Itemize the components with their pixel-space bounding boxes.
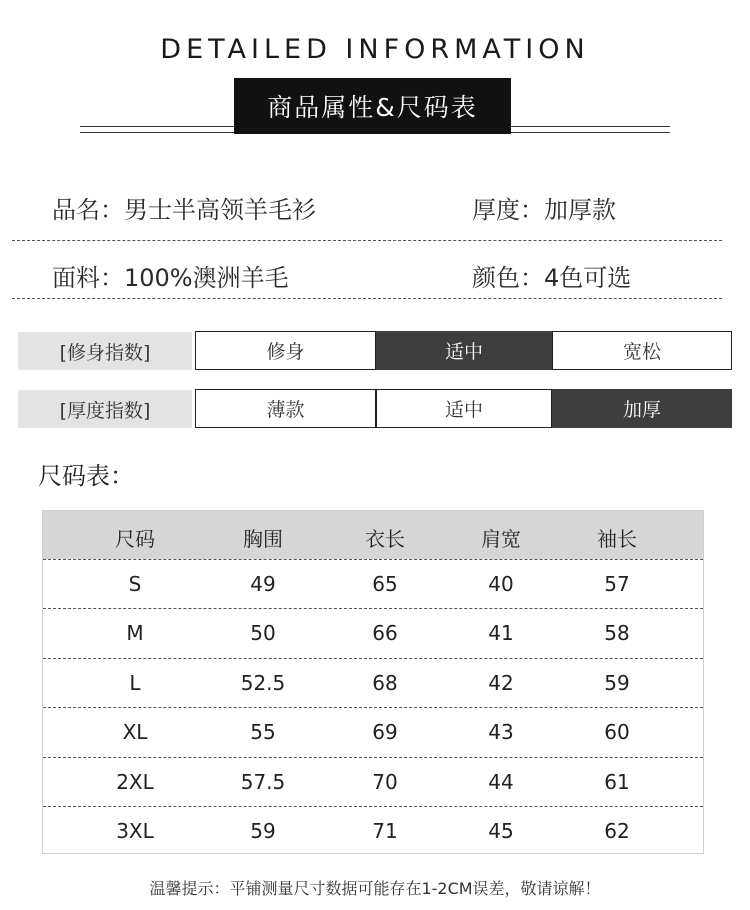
info-divider-2 [12,298,722,299]
table-cell: 57 [604,572,630,596]
table-cell: L [129,670,141,695]
size-table-column-header: 衣长 [365,527,405,551]
table-cell: 66 [372,621,398,646]
size-table-column-header: 袖长 [597,527,637,551]
fit-option-slim: 修身 [195,331,376,370]
table-cell: S [128,572,142,596]
size-table-header [43,511,703,559]
table-cell: 62 [604,819,630,843]
table-cell: 43 [488,720,514,745]
table-cell: 70 [372,769,398,794]
size-table-column-header: 尺码 [115,527,155,551]
table-cell: 3XL [116,819,154,843]
table-cell: 49 [250,572,276,596]
table-cell: 65 [372,572,398,596]
product-material: 面料：100%澳洲羊毛 [52,264,289,292]
table-row-divider [43,608,703,609]
table-row-divider [43,757,703,758]
info-divider-1 [12,240,722,241]
thickness-option-thin: 薄款 [195,389,376,428]
table-cell: 59 [250,819,276,843]
thickness-index-label: [厚度指数] [18,390,192,428]
table-row-divider [43,806,703,807]
table-cell: 61 [604,769,630,794]
table-cell: XL [122,720,148,745]
table-cell: 44 [488,769,514,794]
table-cell: 40 [488,572,514,596]
table-row-divider [43,658,703,659]
table-row-divider [43,707,703,708]
size-table-column-header: 胸围 [243,527,283,551]
size-table-column-header: 肩宽 [481,527,521,551]
table-cell: 59 [604,670,630,695]
thickness-option-thick: 加厚 [552,389,732,428]
product-color: 颜色：4色可选 [472,264,632,292]
footer-note: 温馨提示：平铺测量尺寸数据可能存在1-2CM误差，敬请谅解！ [149,879,601,898]
size-table-heading: 尺码表： [38,462,134,490]
table-cell: 2XL [116,769,154,794]
fit-option-loose: 宽松 [552,331,732,370]
fit-option-regular: 适中 [376,331,552,370]
table-cell: 52.5 [240,670,286,695]
thickness-option-medium: 适中 [376,389,552,428]
table-cell: 55 [250,720,276,745]
table-cell: 58 [604,621,630,646]
size-table [42,510,704,854]
table-row-divider [43,559,703,560]
page-title-en: DETAILED INFORMATION [160,34,590,65]
table-cell: 57.5 [240,769,286,794]
table-cell: 69 [372,720,398,745]
table-cell: 71 [372,819,398,843]
product-thickness: 厚度：加厚款 [472,196,616,224]
table-cell: 50 [250,621,276,646]
table-cell: M [126,621,144,646]
fit-index-label: [修身指数] [18,332,192,370]
page-subtitle: 商品属性&尺码表 [234,78,511,134]
table-cell: 42 [488,670,514,695]
table-cell: 68 [372,670,398,695]
table-cell: 45 [488,819,514,843]
product-name: 品名：男士半高领羊毛衫 [52,196,316,224]
table-cell: 41 [488,621,514,646]
table-cell: 60 [604,720,630,745]
